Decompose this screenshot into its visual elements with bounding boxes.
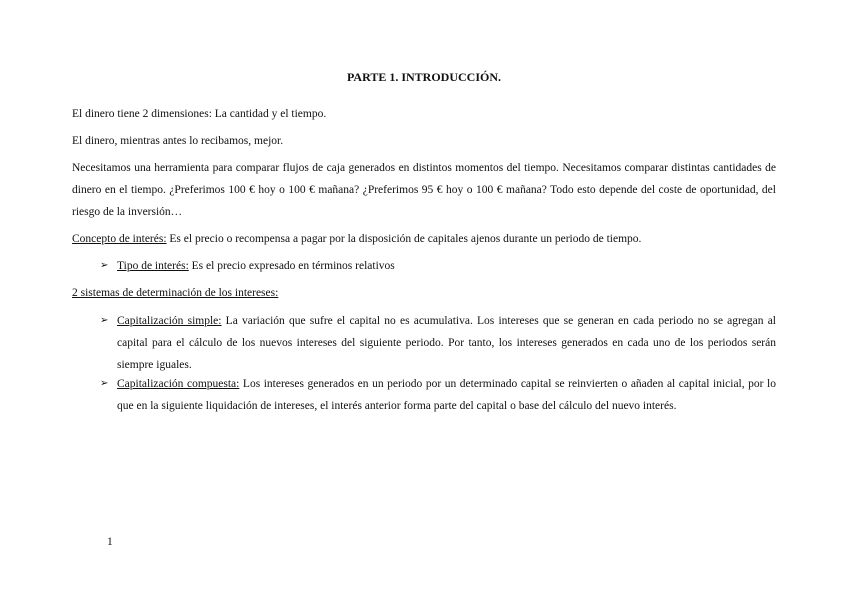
systems-heading: 2 sistemas de determinación de los intereses: [72, 287, 279, 299]
paragraph-dimensions: El dinero tiene 2 dimensiones: La cantidad y el tiempo. [72, 108, 327, 120]
bullet-interest-rate [100, 255, 776, 277]
page-number: 1 [107, 536, 113, 548]
paragraph-need-tool: Necesitamos una herramienta para comparar flujos de caja generados en distintos momentos del tiempo. Necesitamos comparar distintas cantidades de dinero en el tiempo. ¿Preferimos 100 € hoy o 100 € mañana? ¿Preferimos 95 € hoy o 100 € mañana? Todo esto depende del coste de oportunidad, del riesgo de la inversión… [72, 162, 776, 218]
bullet-compound-capitalization [100, 373, 776, 417]
rate-text: Es el precio expresado en términos relativos [188, 260, 395, 272]
arrow-bullet-icon: ➢ [100, 378, 109, 389]
paragraph-receive-sooner: El dinero, mientras antes lo recibamos, mejor. [72, 135, 284, 147]
arrow-bullet-icon: ➢ [100, 260, 109, 271]
compound-text: Los intereses generados en un periodo por un determinado capital se reinvierten o añaden al capital inicial, por lo que en la siguiente liquidación de intereses, el interés anterior forma parte del capital o base del cálculo del nuevo interés. [117, 378, 777, 412]
concept-text: Es el precio o recompensa a pagar por la disposición de capitales ajenos durante un periodo de tiempo. [166, 233, 642, 245]
simple-label: Capitalización simple: [117, 315, 222, 327]
compound-label: Capitalización compuesta: [117, 378, 240, 390]
simple-text: La variación que sufre el capital no es acumulativa. Los intereses que se generan en cada periodo no se agregan al capital para el cálculo de los nuevos intereses del siguiente periodo. Por tanto, los intereses generados en cada uno de los periodos serán siempre iguales. [117, 315, 777, 371]
rate-label: Tipo de interés: [117, 260, 189, 272]
page-title: PARTE 1. INTRODUCCIÓN. [346, 70, 502, 84]
paragraph-concept [72, 228, 776, 250]
arrow-bullet-icon: ➢ [100, 315, 109, 326]
concept-label: Concepto de interés: [72, 233, 167, 245]
bullet-simple-capitalization [100, 310, 776, 376]
